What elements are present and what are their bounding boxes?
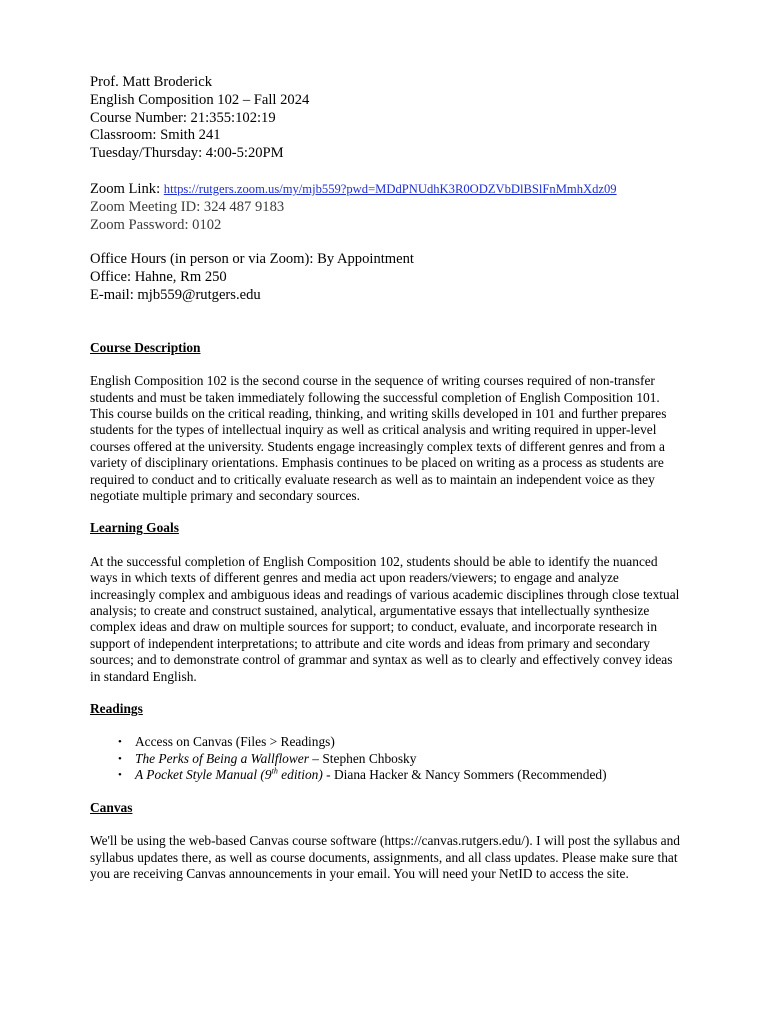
canvas-heading: Canvas <box>90 799 133 815</box>
reading-perks-title: The Perks of Being a Wallflower <box>135 750 309 766</box>
bullet-icon: • <box>118 736 122 749</box>
class-schedule: Tuesday/Thursday: 4:00-5:20PM <box>90 145 284 162</box>
reading-manual-authors: - Diana Hacker & Nancy Sommers (Recommended) <box>322 767 607 783</box>
zoom-meeting-id: Zoom Meeting ID: 324 487 9183 <box>90 198 285 215</box>
office-hours: Office Hours (in person or via Zoom): By Appointment <box>90 251 414 268</box>
reading-perks-author: – Stephen Chbosky <box>308 750 417 766</box>
list-item <box>118 766 680 783</box>
readings-list <box>90 734 680 783</box>
bullet-icon: • <box>118 769 122 782</box>
zoom-link-line <box>90 181 680 199</box>
list-item <box>118 750 680 767</box>
list-item <box>118 734 680 750</box>
course-description-body: English Composition 102 is the second course in the sequence of writing courses required of non-transfer students and must be taken immediately following the successful completion of English Composition 101. This course builds on the critical reading, thinking, and writing skills developed in 101 and further prepares students for the types of intellectual inquiry as well as critical analysis and writing required in upper-level courses offered at the university. Students engage increasingly complex texts of different genres and from a variety of disciplinary orientations. Emphasis continues to be placed on writing as a process as students are required to conduct and to critically evaluate research as well as to maintain an independent voice as they negotiate multiple primary and secondary sources. <box>90 373 667 504</box>
syllabus-page <box>90 74 680 882</box>
professor-name: Prof. Matt Broderick <box>90 74 212 90</box>
reading-manual-sup: th <box>271 766 278 776</box>
learning-goals-heading: Learning Goals <box>90 520 179 536</box>
canvas-body: We'll be using the web-based Canvas course software (https://canvas.rutgers.edu/). I will post the syllabus and syllabus updates there, as well as course documents, assignments, and all class updates. Please make sure that you are receiving Canvas announcements in your email. You will need your NetID to access the site. <box>90 833 681 881</box>
reading-manual-title <box>135 767 323 782</box>
classroom: Classroom: Smith 241 <box>90 127 221 144</box>
course-description-heading: Course Description <box>90 339 201 355</box>
office-location: Office: Hahne, Rm 250 <box>90 269 227 286</box>
course-number: Course Number: 21:355:102:19 <box>90 109 276 126</box>
learning-goals-body: At the successful completion of English Composition 102, students should be able to identify the nuanced ways in which texts of different genres and media act upon readers/viewers; to engage and analyze increasingly complex and ambiguous ideas and readings of various academic disciplines through close textual analysis; to create and construct sustained, analytical, argumentative essays that intellectually synthesize complex ideas and draw on multiple sources for support; to conduct, evaluate, and incorporate research in support of independent interpretations; to attribute and cite words and ideas from primary and secondary sources; and to demonstrate control of grammar and syntax as well as to clearly and effectively convey ideas in standard English. <box>90 553 680 684</box>
reading-manual-title-b: edition) <box>277 767 323 783</box>
zoom-link[interactable]: https://rutgers.zoom.us/my/mjb559?pwd=MDdPNUdhK3R0ODZVbDlBSlFnMmhXdz09 <box>163 181 617 196</box>
zoom-link-label: Zoom Link: <box>90 180 164 197</box>
zoom-password: Zoom Password: 0102 <box>90 216 222 233</box>
readings-heading: Readings <box>90 701 143 717</box>
email: E-mail: mjb559@rutgers.edu <box>90 286 261 303</box>
bullet-icon: • <box>118 752 122 765</box>
reading-manual-title-a: A Pocket Style Manual (9 <box>135 767 272 783</box>
reading-canvas: Access on Canvas (Files > Readings) <box>135 734 335 750</box>
course-title: English Composition 102 – Fall 2024 <box>90 91 310 108</box>
